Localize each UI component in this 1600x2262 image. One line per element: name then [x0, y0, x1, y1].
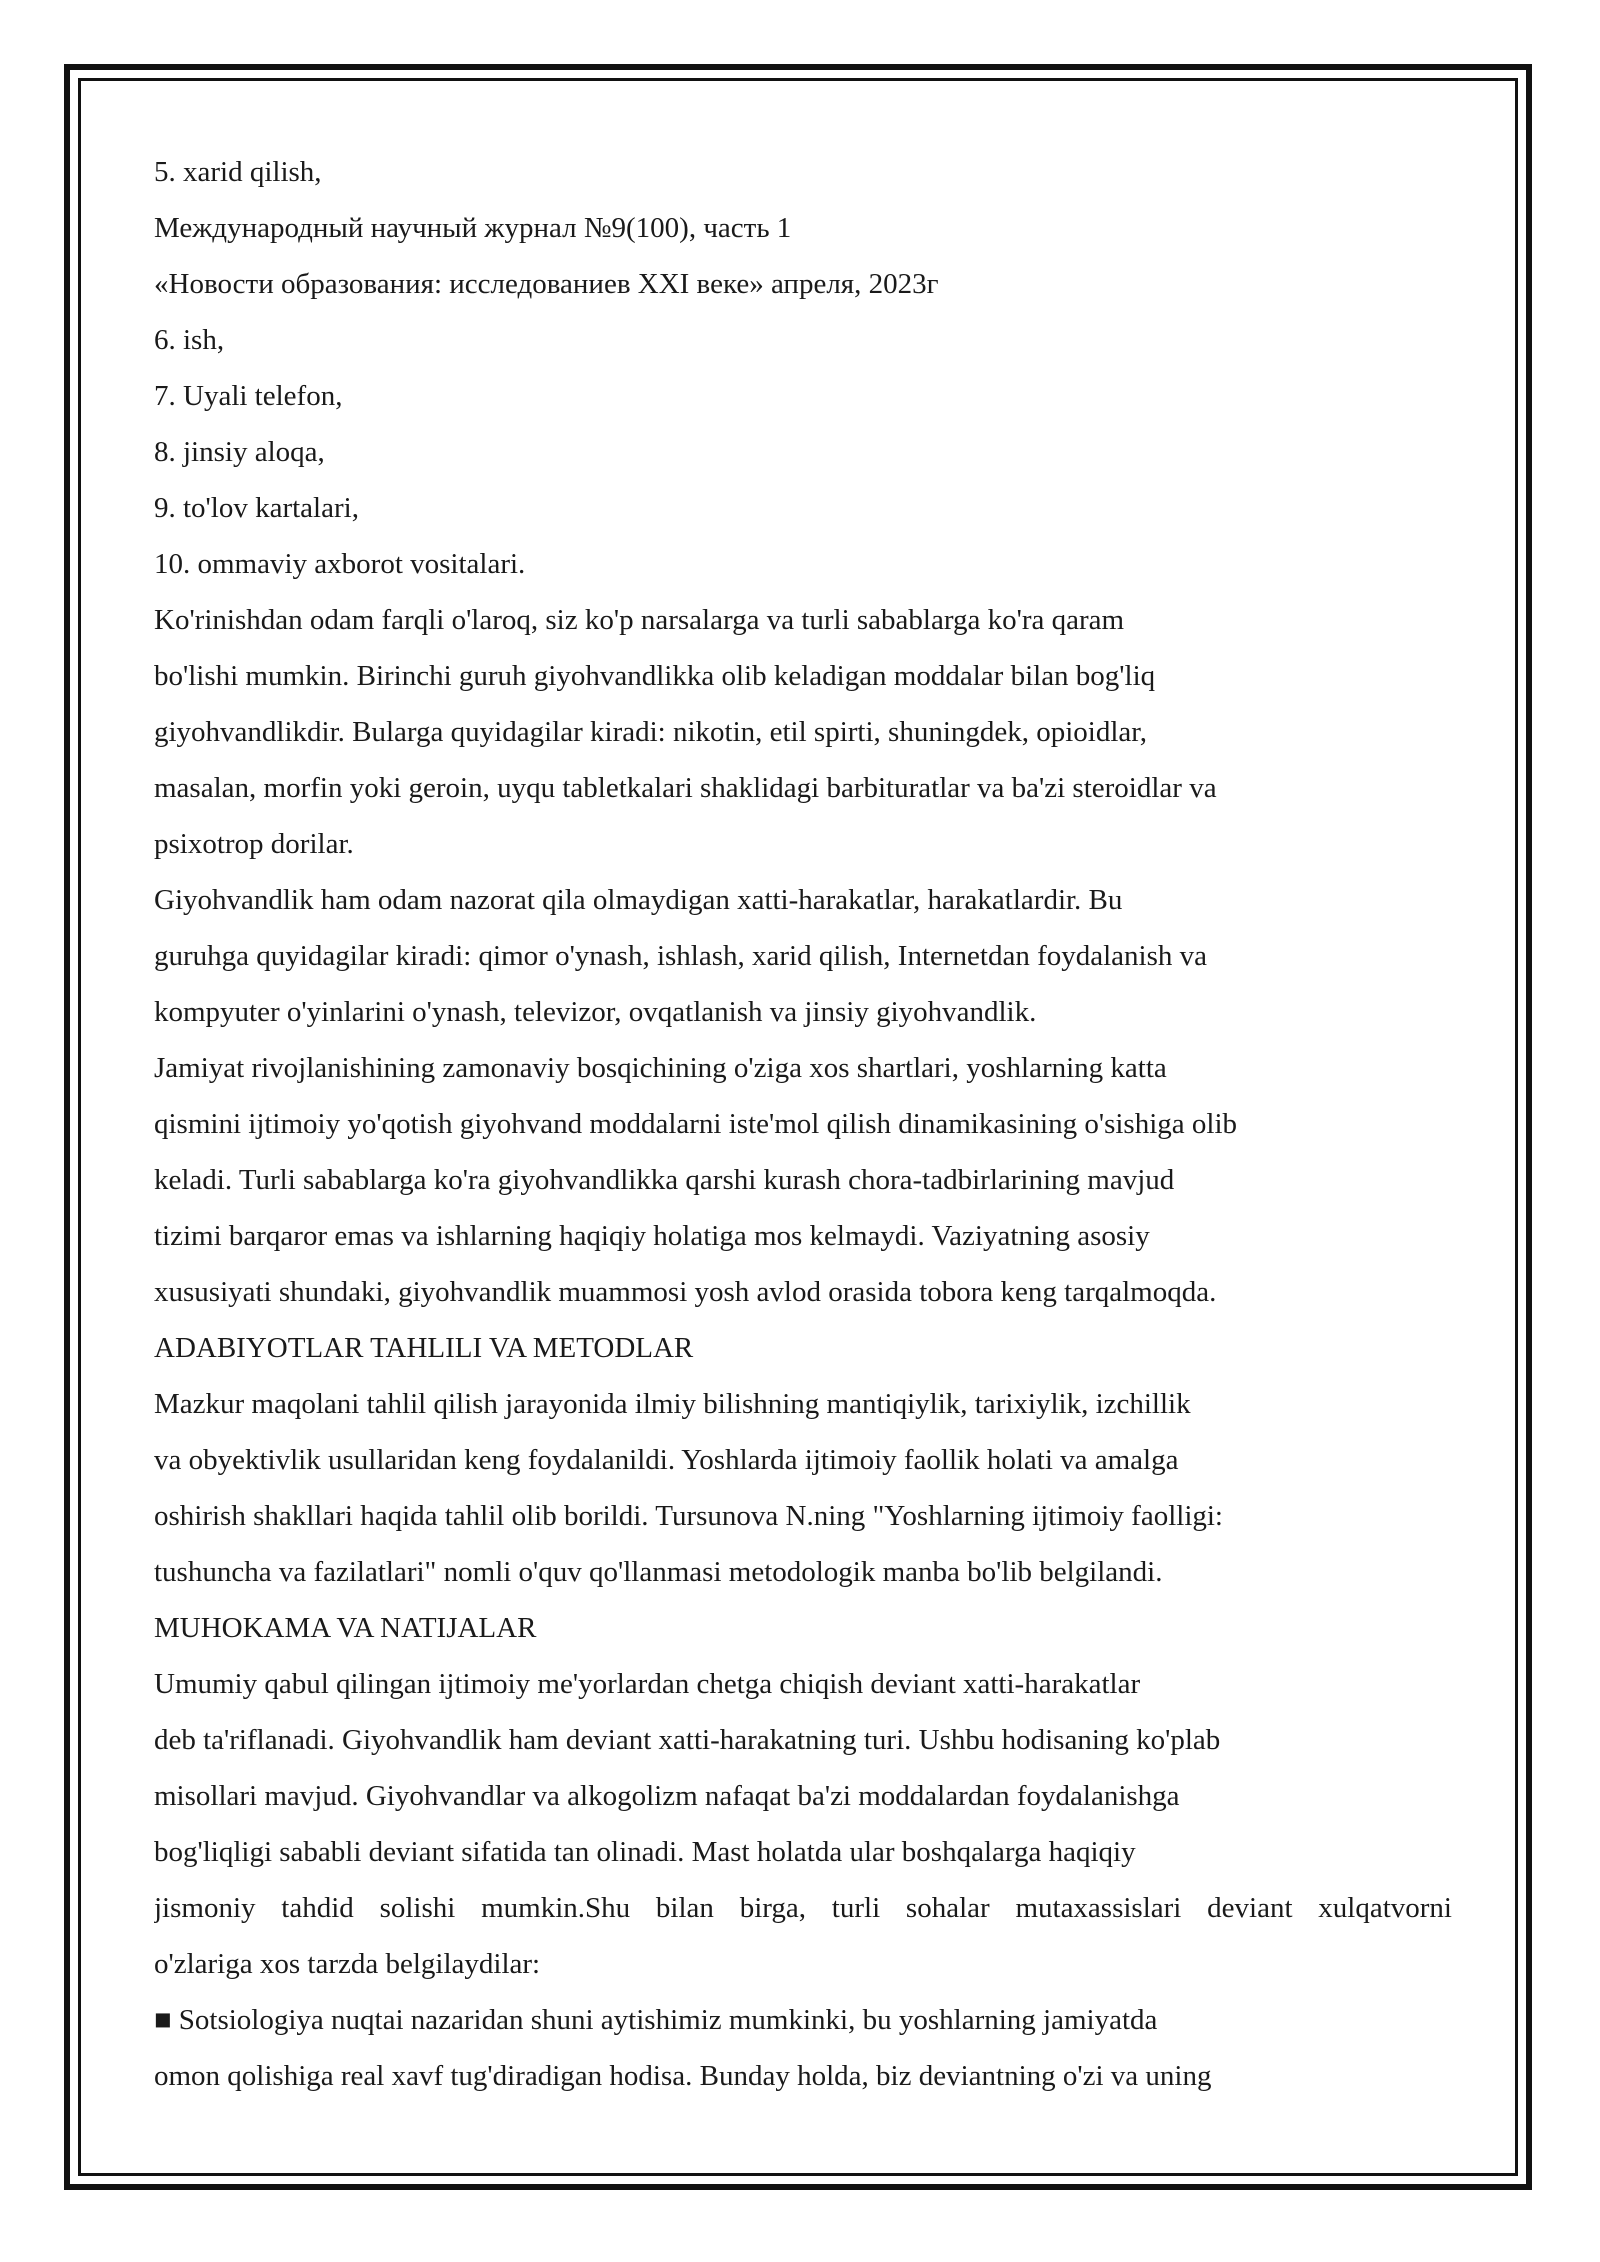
- paragraph-line: kompyuter o'yinlarini o'ynash, televizor, ovqatlanish va jinsiy giyohvandlik.: [154, 996, 1037, 1028]
- paragraph-line: deb ta'riflanadi. Giyohvandlik ham deviant xatti-harakatning turi. Ushbu hodisaning ko'plab: [154, 1724, 1221, 1756]
- bullet-item-sociology: ■ Sotsiologiya nuqtai nazaridan shuni aytishimiz mumkinki, bu yoshlarning jamiyatda: [154, 2004, 1158, 2036]
- paragraph-line: Giyohvandlik ham odam nazorat qila olmaydigan xatti-harakatlar, harakatlardir. Bu: [154, 884, 1123, 916]
- paragraph-line: bo'lishi mumkin. Birinchi guruh giyohvandlikka olib keladigan moddalar bilan bog'liq: [154, 660, 1156, 692]
- paragraph-line: masalan, morfin yoki geroin, uyqu tabletkalari shaklidagi barbituratlar va ba'zi steroidlar va: [154, 772, 1217, 804]
- document-body: [154, 144, 1452, 2104]
- paragraph-line: oshirish shakllari haqida tahlil olib borildi. Tursunova N.ning "Yoshlarning ijtimoiy faolligi:: [154, 1500, 1223, 1532]
- paragraph-line: bog'liqligi sababli deviant sifatida tan olinadi. Mast holatda ular boshqalarga haqiqiy: [154, 1836, 1136, 1868]
- paragraph-line: misollari mavjud. Giyohvandlar va alkogolizm nafaqat ba'zi moddalardan foydalanishga: [154, 1780, 1180, 1812]
- paragraph-line: psixotrop dorilar.: [154, 828, 354, 860]
- paragraph-line: qismini ijtimoiy yo'qotish giyohvand moddalarni iste'mol qilish dinamikasining o'sishiga olib: [154, 1108, 1238, 1140]
- list-item-6: 6. ish,: [154, 324, 225, 356]
- paragraph-line: xususiyati shundaki, giyohvandlik muammosi yosh avlod orasida tobora keng tarqalmoqda.: [154, 1276, 1217, 1308]
- paragraph-line: tizimi barqaror emas va ishlarning haqiqiy holatiga mos kelmaydi. Vaziyatning asosiy: [154, 1220, 1150, 1252]
- paragraph-line-justified: jismoniy tahdid solishi mumkin.Shu bilan birga, turli sohalar mutaxassislari deviant xulqatvorni: [154, 1892, 1452, 1924]
- paragraph-line: Ko'rinishdan odam farqli o'laroq, siz ko'p narsalarga va turli sabablarga ko'ra qaram: [154, 604, 1125, 636]
- paragraph-line: Mazkur maqolani tahlil qilish jarayonida ilmiy bilishning mantiqiylik, tarixiylik, izchillik: [154, 1388, 1191, 1420]
- journal-header-title: Международный научный журнал №9(100), часть 1: [154, 212, 792, 244]
- paragraph-line: va obyektivlik usullaridan keng foydalanildi. Yoshlarda ijtimoiy faollik holati va amalga: [154, 1444, 1179, 1476]
- paragraph-line: tushuncha va fazilatlari" nomli o'quv qo'llanmasi metodologik manba bo'lib belgilandi.: [154, 1556, 1163, 1588]
- journal-header-subtitle: «Новости образования: исследованиев XXI веке» апреля, 2023г: [154, 268, 939, 300]
- paragraph-line: giyohvandlikdir. Bularga quyidagilar kiradi: nikotin, etil spirti, shuningdek, opioidlar,: [154, 716, 1148, 748]
- paragraph-line: o'zlariga xos tarzda belgilaydilar:: [154, 1948, 541, 1980]
- list-item-9: 9. to'lov kartalari,: [154, 492, 359, 524]
- list-item-7: 7. Uyali telefon,: [154, 380, 343, 412]
- list-item-5: 5. xarid qilish,: [154, 156, 322, 188]
- section-heading-literature: ADABIYOTLAR TAHLILI VA METODLAR: [154, 1332, 694, 1364]
- section-heading-discussion: MUHOKAMA VA NATIJALAR: [154, 1612, 537, 1644]
- paragraph-line: Jamiyat rivojlanishining zamonaviy bosqichining o'ziga xos shartlari, yoshlarning katta: [154, 1052, 1167, 1084]
- paragraph-line: omon qolishiga real xavf tug'diradigan hodisa. Bunday holda, biz deviantning o'zi va uning: [154, 2060, 1212, 2092]
- list-item-8: 8. jinsiy aloqa,: [154, 436, 325, 468]
- list-item-10: 10. ommaviy axborot vositalari.: [154, 548, 526, 580]
- paragraph-line: keladi. Turli sabablarga ko'ra giyohvandlikka qarshi kurash chora-tadbirlarining mavjud: [154, 1164, 1175, 1196]
- paragraph-line: Umumiy qabul qilingan ijtimoiy me'yorlardan chetga chiqish deviant xatti-harakatlar: [154, 1668, 1141, 1700]
- paragraph-line: guruhga quyidagilar kiradi: qimor o'ynash, ishlash, xarid qilish, Internetdan foydalanish va: [154, 940, 1208, 972]
